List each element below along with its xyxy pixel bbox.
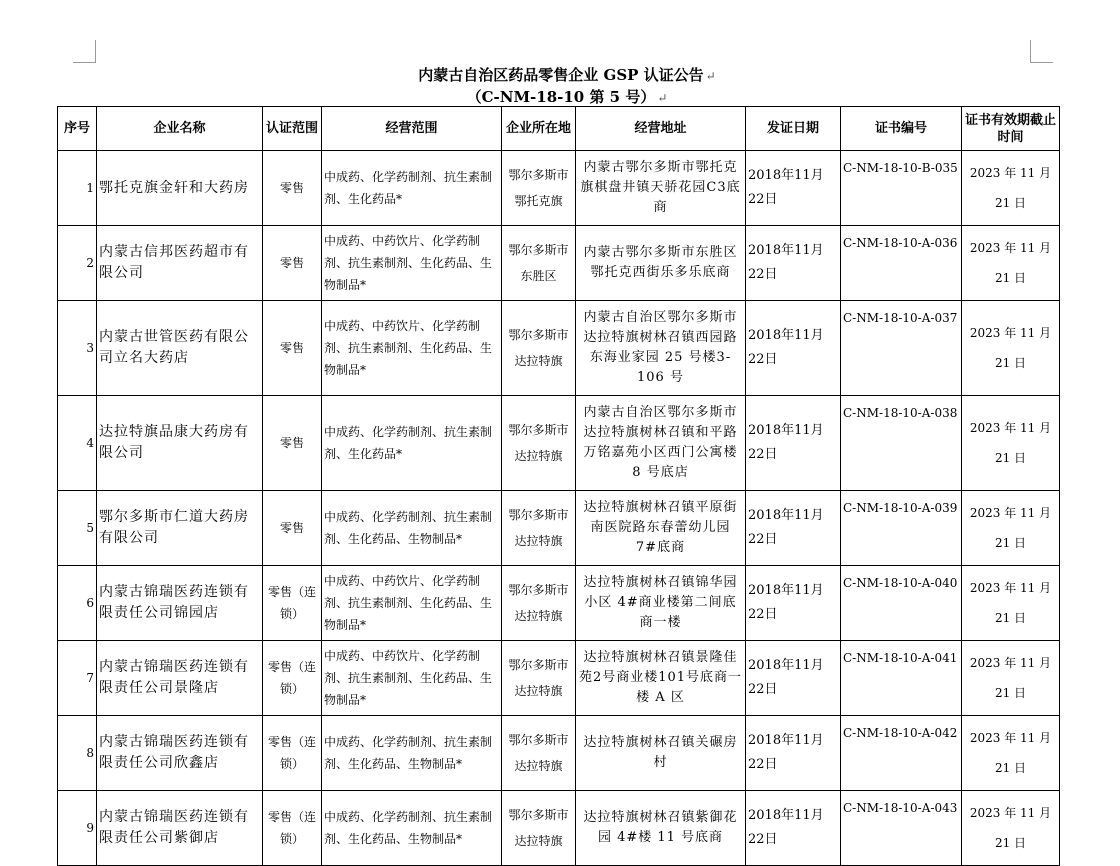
- cell-location: 鄂尔多斯市达拉特旗: [502, 301, 576, 396]
- document-title: [0, 64, 1120, 85]
- cell-location: 鄂尔多斯市达拉特旗: [502, 791, 576, 866]
- cell-business-range: 中成药、中药饮片、化学药制剂、抗生素制剂、生化药品、生物制品*: [322, 226, 502, 301]
- table-header-row: [58, 107, 1060, 151]
- header-index: 序号: [58, 107, 97, 151]
- cell-issue-date: 2018年11月22日: [746, 396, 841, 491]
- cell-scope: 零售（连锁）: [263, 566, 322, 641]
- cell-certificate-code: C-NM-18-10-A-043: [841, 791, 962, 866]
- cell-issue-date: 2018年11月22日: [746, 491, 841, 566]
- cell-issue-date: 2018年11月22日: [746, 641, 841, 716]
- cell-valid-until: 2023 年 11 月 21 日: [962, 396, 1060, 491]
- cell-location: 鄂尔多斯市达拉特旗: [502, 641, 576, 716]
- cell-valid-until: 2023 年 11 月 21 日: [962, 641, 1060, 716]
- cell-address: 达拉特旗树林召镇关碾房村: [576, 716, 746, 791]
- header-issue-date: 发证日期: [746, 107, 841, 151]
- table-row: [58, 641, 1060, 716]
- cell-issue-date: 2018年11月22日: [746, 301, 841, 396]
- cell-scope: 零售: [263, 226, 322, 301]
- header-valid-until: 证书有效期截止时间: [962, 107, 1060, 151]
- cell-certificate-code: C-NM-18-10-B-035: [841, 151, 962, 226]
- cell-valid-until: 2023 年 11 月 21 日: [962, 791, 1060, 866]
- cell-index: 1: [58, 151, 97, 226]
- cell-scope: 零售: [263, 301, 322, 396]
- page-corner-mark-left: [73, 40, 96, 63]
- cell-issue-date: 2018年11月22日: [746, 226, 841, 301]
- table-row: [58, 151, 1060, 226]
- cell-valid-until: 2023 年 11 月 21 日: [962, 226, 1060, 301]
- cell-location: 鄂尔多斯市达拉特旗: [502, 716, 576, 791]
- cell-index: 4: [58, 396, 97, 491]
- cell-business-range: 中成药、中药饮片、化学药制剂、抗生素制剂、生化药品、生物制品*: [322, 301, 502, 396]
- cell-address: 达拉特旗树林召镇景隆佳苑2号商业楼101号底商一楼 A 区: [576, 641, 746, 716]
- cell-company-name: 达拉特旗品康大药房有限公司: [97, 396, 263, 491]
- cell-company-name: 鄂尔多斯市仁道大药房有限公司: [97, 491, 263, 566]
- cell-scope: 零售（连锁）: [263, 791, 322, 866]
- cell-issue-date: 2018年11月22日: [746, 791, 841, 866]
- cell-company-name: 内蒙古锦瑞医药连锁有限责任公司欣鑫店: [97, 716, 263, 791]
- cell-business-range: 中成药、中药饮片、化学药制剂、抗生素制剂、生化药品、生物制品*: [322, 566, 502, 641]
- cell-address: 内蒙古自治区鄂尔多斯市达拉特旗树林召镇西园路东海业家园 25 号楼3-106 号: [576, 301, 746, 396]
- header-business-range: 经营范围: [322, 107, 502, 151]
- cell-index: 9: [58, 791, 97, 866]
- cell-company-name: 内蒙古锦瑞医药连锁有限责任公司紫御店: [97, 791, 263, 866]
- cell-location: 鄂尔多斯市达拉特旗: [502, 396, 576, 491]
- cell-address: 内蒙古鄂尔多斯市鄂托克旗棋盘井镇天骄花园C3底商: [576, 151, 746, 226]
- cell-location: 鄂尔多斯市达拉特旗: [502, 566, 576, 641]
- cell-company-name: 内蒙古锦瑞医药连锁有限责任公司景隆店: [97, 641, 263, 716]
- cell-business-range: 中成药、中药饮片、化学药制剂、抗生素制剂、生化药品、生物制品*: [322, 641, 502, 716]
- title-text: 内蒙古自治区药品零售企业 GSP 认证公告: [418, 66, 704, 84]
- cell-business-range: 中成药、化学药制剂、抗生素制剂、生化药品*: [322, 151, 502, 226]
- cell-address: 达拉特旗树林召镇锦华园小区 4#商业楼第二间底商一楼: [576, 566, 746, 641]
- cell-certificate-code: C-NM-18-10-A-037: [841, 301, 962, 396]
- cell-address: 内蒙古鄂尔多斯市东胜区鄂托克西街乐多乐底商: [576, 226, 746, 301]
- cell-business-range: 中成药、化学药制剂、抗生素制剂、生化药品*: [322, 396, 502, 491]
- cell-certificate-code: C-NM-18-10-A-040: [841, 566, 962, 641]
- cell-business-range: 中成药、化学药制剂、抗生素制剂、生化药品、生物制品*: [322, 791, 502, 866]
- cell-location: 鄂尔多斯市鄂托克旗: [502, 151, 576, 226]
- cell-scope: 零售（连锁）: [263, 716, 322, 791]
- cell-company-name: 内蒙古锦瑞医药连锁有限责任公司锦园店: [97, 566, 263, 641]
- page-corner-mark-right: [1030, 40, 1053, 63]
- cell-certificate-code: C-NM-18-10-A-039: [841, 491, 962, 566]
- table-row: [58, 491, 1060, 566]
- cell-index: 5: [58, 491, 97, 566]
- header-company-name: 企业名称: [97, 107, 263, 151]
- header-scope: 认证范围: [263, 107, 322, 151]
- header-address: 经营地址: [576, 107, 746, 151]
- cell-location: 鄂尔多斯市东胜区: [502, 226, 576, 301]
- cell-index: 3: [58, 301, 97, 396]
- table-row: [58, 301, 1060, 396]
- document-subtitle: [0, 86, 1120, 107]
- cell-valid-until: 2023 年 11 月 21 日: [962, 491, 1060, 566]
- cell-scope: 零售: [263, 151, 322, 226]
- cell-issue-date: 2018年11月22日: [746, 566, 841, 641]
- table-row: [58, 716, 1060, 791]
- table-row: [58, 226, 1060, 301]
- cell-issue-date: 2018年11月22日: [746, 716, 841, 791]
- cell-address: 达拉特旗树林召镇平原街南医院路东春蕾幼儿园 7#底商: [576, 491, 746, 566]
- cell-valid-until: 2023 年 11 月 21 日: [962, 151, 1060, 226]
- cell-company-name: 内蒙古世管医药有限公司立名大药店: [97, 301, 263, 396]
- cell-address: 内蒙古自治区鄂尔多斯市达拉特旗树林召镇和平路万铭嘉苑小区西门公寓楼 8 号底店: [576, 396, 746, 491]
- cell-index: 6: [58, 566, 97, 641]
- cell-certificate-code: C-NM-18-10-A-036: [841, 226, 962, 301]
- header-certificate-code: 证书编号: [841, 107, 962, 151]
- cell-index: 8: [58, 716, 97, 791]
- paragraph-mark: ↵: [657, 91, 668, 105]
- cell-address: 达拉特旗树林召镇紫御花园 4#楼 11 号底商: [576, 791, 746, 866]
- cell-scope: 零售: [263, 396, 322, 491]
- cell-index: 7: [58, 641, 97, 716]
- table-row: [58, 791, 1060, 866]
- cell-valid-until: 2023 年 11 月 21 日: [962, 566, 1060, 641]
- cell-certificate-code: C-NM-18-10-A-042: [841, 716, 962, 791]
- cell-index: 2: [58, 226, 97, 301]
- paragraph-mark: ↵: [705, 69, 716, 83]
- cell-scope: 零售: [263, 491, 322, 566]
- table-row: [58, 396, 1060, 491]
- cell-company-name: 鄂托克旗金轩和大药房: [97, 151, 263, 226]
- cell-business-range: 中成药、化学药制剂、抗生素制剂、生化药品、生物制品*: [322, 491, 502, 566]
- cell-business-range: 中成药、化学药制剂、抗生素制剂、生化药品、生物制品*: [322, 716, 502, 791]
- cell-scope: 零售（连锁）: [263, 641, 322, 716]
- cell-certificate-code: C-NM-18-10-A-038: [841, 396, 962, 491]
- cell-certificate-code: C-NM-18-10-A-041: [841, 641, 962, 716]
- cell-issue-date: 2018年11月22日: [746, 151, 841, 226]
- cell-valid-until: 2023 年 11 月 21 日: [962, 716, 1060, 791]
- cell-valid-until: 2023 年 11 月 21 日: [962, 301, 1060, 396]
- subtitle-text: （C-NM-18-10 第 5 号）: [466, 88, 656, 106]
- certification-table: [57, 106, 1060, 866]
- header-location: 企业所在地: [502, 107, 576, 151]
- cell-location: 鄂尔多斯市达拉特旗: [502, 491, 576, 566]
- table-row: [58, 566, 1060, 641]
- cell-company-name: 内蒙古信邦医药超市有限公司: [97, 226, 263, 301]
